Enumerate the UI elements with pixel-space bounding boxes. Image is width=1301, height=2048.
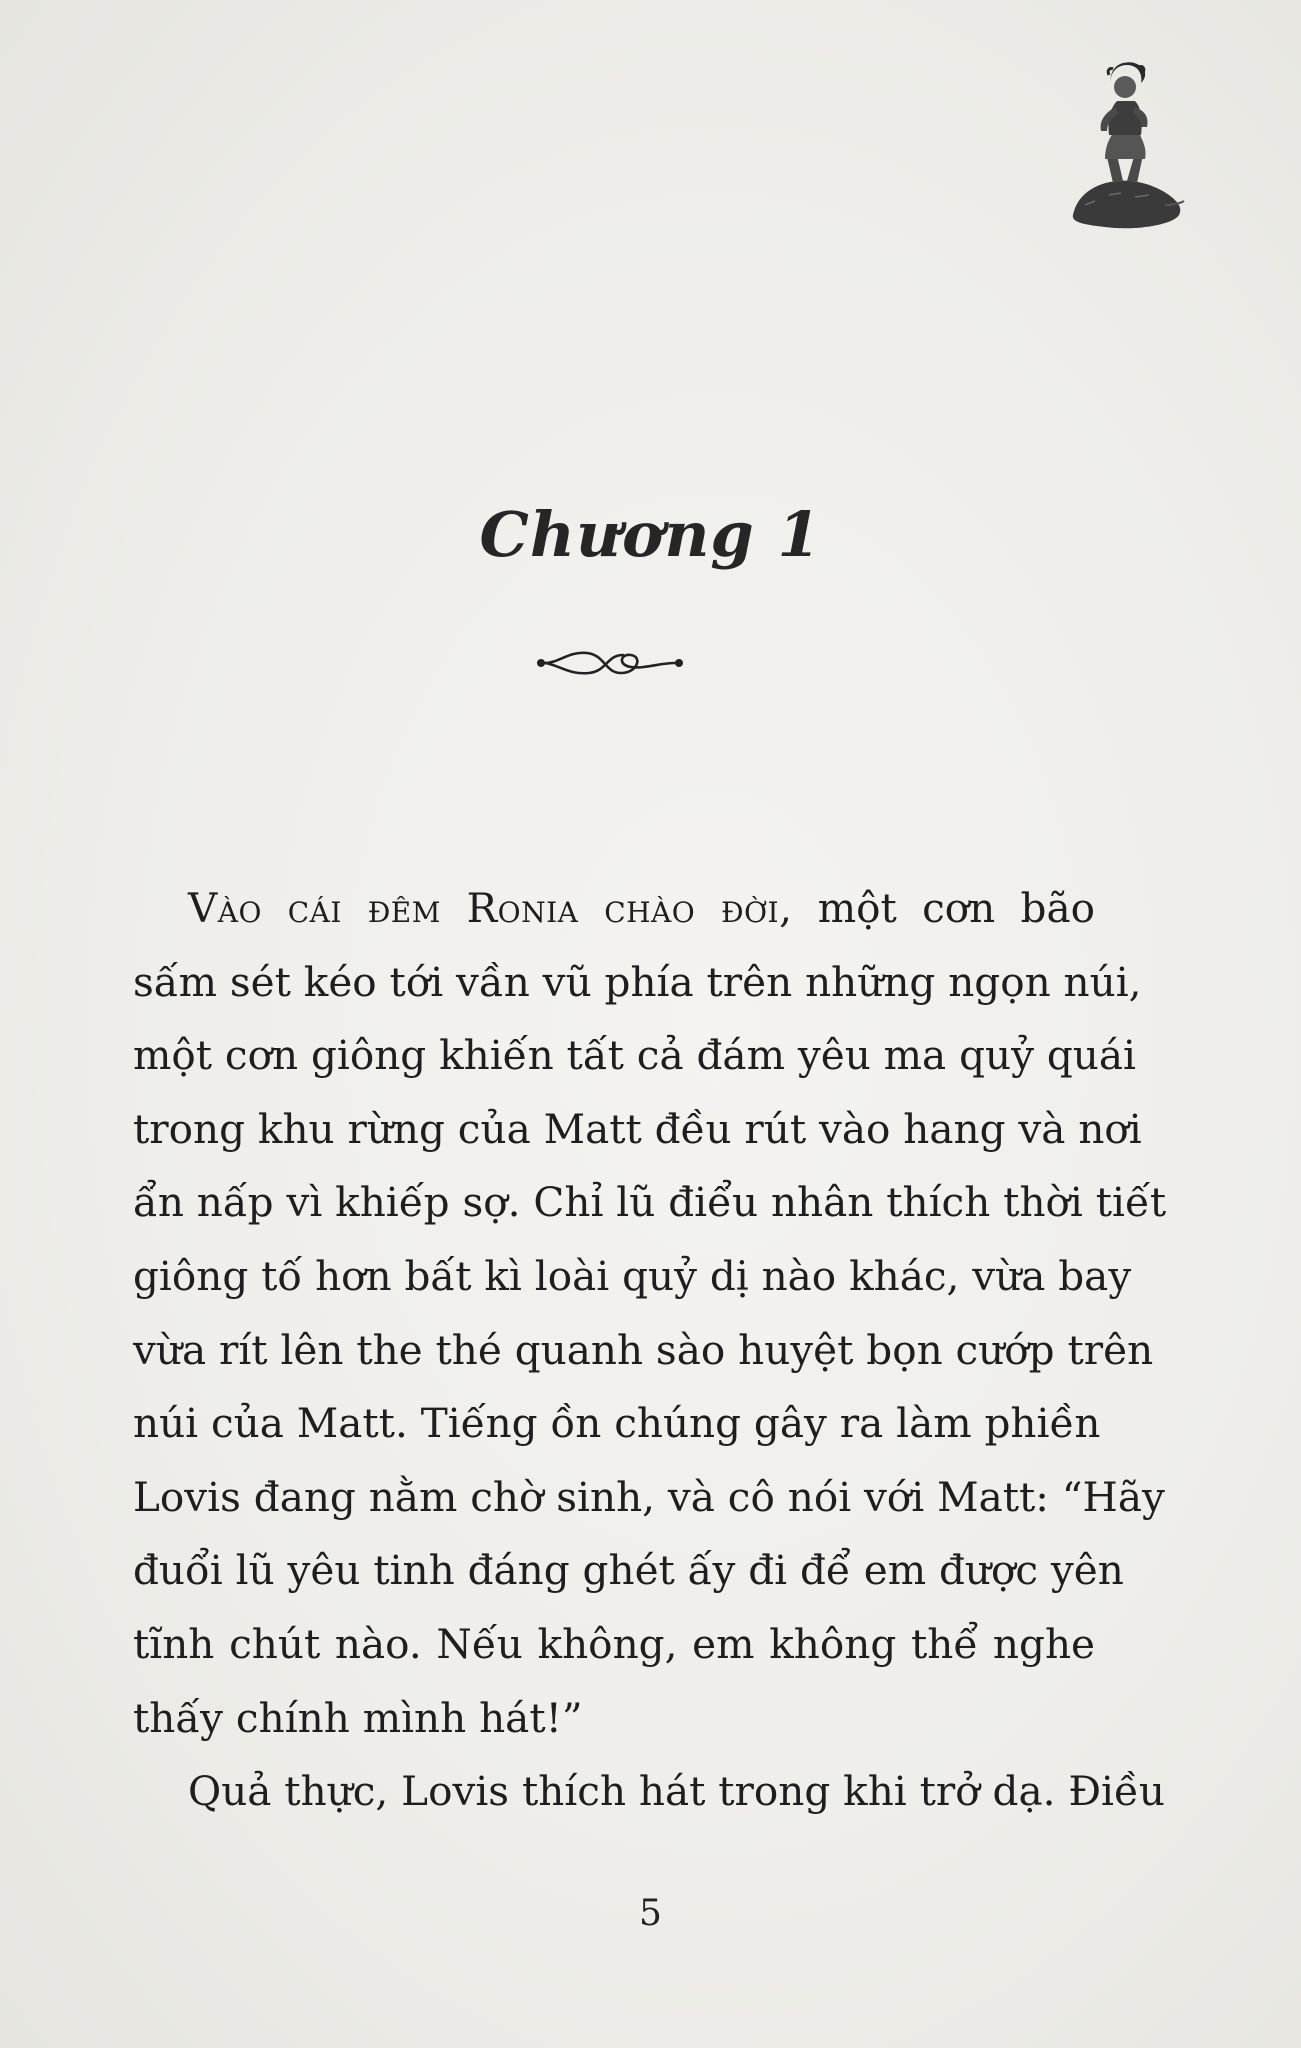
- text-line: giông tố hơn bất kì loài quỷ dị nào khác, vừa bay: [133, 1251, 1132, 1300]
- text-line: sấm sét kéo tới vần vũ phía trên những ngọn núi,: [133, 957, 1142, 1006]
- opening-small-caps: Vào cái đêm Ronia chào đời,: [188, 884, 793, 932]
- text-line: Lovis đang nằm chờ sinh, và cô nói với Matt: “Hãy: [133, 1472, 1165, 1521]
- page-number: 5: [639, 1893, 662, 1934]
- text-line: một cơn giông khiến tất cả đám yêu ma quỷ quái: [133, 1031, 1136, 1080]
- chapter-title: Chương 1: [479, 498, 822, 571]
- text-line: vừa rít lên the thé quanh sào huyệt bọn cướp trên: [133, 1325, 1154, 1374]
- chapter-body: [133, 872, 1167, 1829]
- text-line: thấy chính mình hát!”: [133, 1693, 583, 1742]
- text-line: trong khu rừng của Matt đều rút vào hang và nơi: [133, 1104, 1142, 1153]
- text-line: núi của Matt. Tiếng ồn chúng gây ra làm phiền: [133, 1399, 1101, 1448]
- flourish-divider-icon: [535, 643, 685, 683]
- paragraph-2: [133, 1755, 1165, 1829]
- text-line: tĩnh chút nào. Nếu không, em không thể nghe: [133, 1619, 1095, 1668]
- text-line: đuổi lũ yêu tinh đáng ghét ấy đi để em được yên: [133, 1546, 1124, 1595]
- text-line: Quả thực, Lovis thích hát trong khi trở dạ. Điều: [188, 1767, 1165, 1816]
- text-line: ẩn nấp vì khiếp sợ. Chỉ lũ điểu nhân thích thời tiết: [133, 1178, 1167, 1227]
- text-line: Vào cái đêm Ronia chào đời, một cơn bão: [188, 884, 1095, 932]
- figure-on-rock-icon: [1065, 55, 1185, 245]
- paragraph-1: [133, 872, 1167, 1755]
